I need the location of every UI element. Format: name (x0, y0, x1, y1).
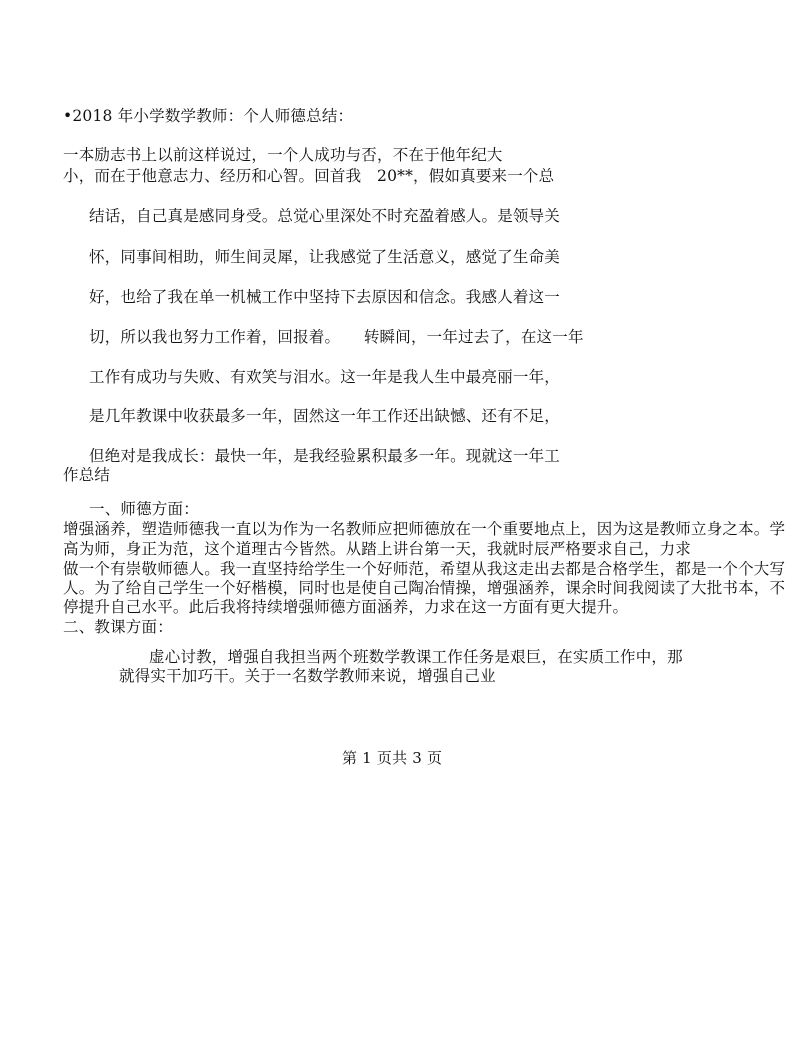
section-line: 停提升自己水平。此后我将持续增强师德方面涵养，力求在这一方面有更大提升。 (63, 598, 629, 616)
intro-line: 好，也给了我在单一机械工作中坚持下去原因和信念。我感人着这一 (89, 288, 561, 306)
intro-line: 是几年教课中收获最多一年，固然这一年工作还出缺憾、还有不足， (89, 407, 561, 425)
section-line: 人。为了给自己学生一个好楷模，同时也是使自己陶冶情操，增强涵养，课余时间我阅读了大批书本，不 (63, 579, 786, 597)
section-heading: 一、师德方面： (89, 500, 199, 518)
intro-line: 工作有成功与失败、有欢笑与泪水。这一年是我人生中最亮丽一年， (89, 368, 561, 386)
section-heading: 二、教课方面： (63, 618, 173, 636)
section-line: 做一个有崇敬师德人。我一直坚持给学生一个好师范，希望从我这走出去都是合格学生，都是一个个大写 (63, 560, 786, 578)
section-line: 增强涵养，塑造师德我一直以为作为一名教师应把师德放在一个重要地点上，因为这是教师立身之本。学 (63, 520, 786, 538)
intro-line: 但绝对是我成长：最快一年，是我经验累积最多一年。现就这一年工 (89, 447, 561, 465)
page-footer: 第 1 页共 3 页 (342, 749, 443, 767)
intro-line: 一本励志书上以前这样说过，一个人成功与否，不在于他年纪大 (63, 146, 503, 164)
document-title: •2018 年小学数学教师：个人师德总结： (63, 107, 354, 125)
intro-line: 作总结 (63, 466, 111, 484)
intro-line: 结话，自己真是感同身受。总觉心里深处不时充盈着感人。是领导关 (89, 207, 561, 225)
intro-line: 怀，同事间相助，师生间灵犀，让我感觉了生活意义，感觉了生命美 (89, 248, 561, 266)
intro-line: 切，所以我也努力工作着，回报着。 转瞬间，一年过去了，在这一年 (89, 328, 584, 346)
section-line: 虚心讨教，增强自我担当两个班数学教课工作任务是艰巨，在实质工作中，那 (149, 648, 683, 666)
section-line: 就得实干加巧干。关于一名数学教师来说，增强自己业 (119, 667, 496, 685)
section-line: 高为师，身正为范，这个道理古今皆然。从踏上讲台第一天，我就时辰严格要求自己，力求 (63, 540, 692, 558)
intro-line: 小，而在于他意志力、经历和心智。回首我 20**，假如真要来一个总 (63, 167, 555, 185)
